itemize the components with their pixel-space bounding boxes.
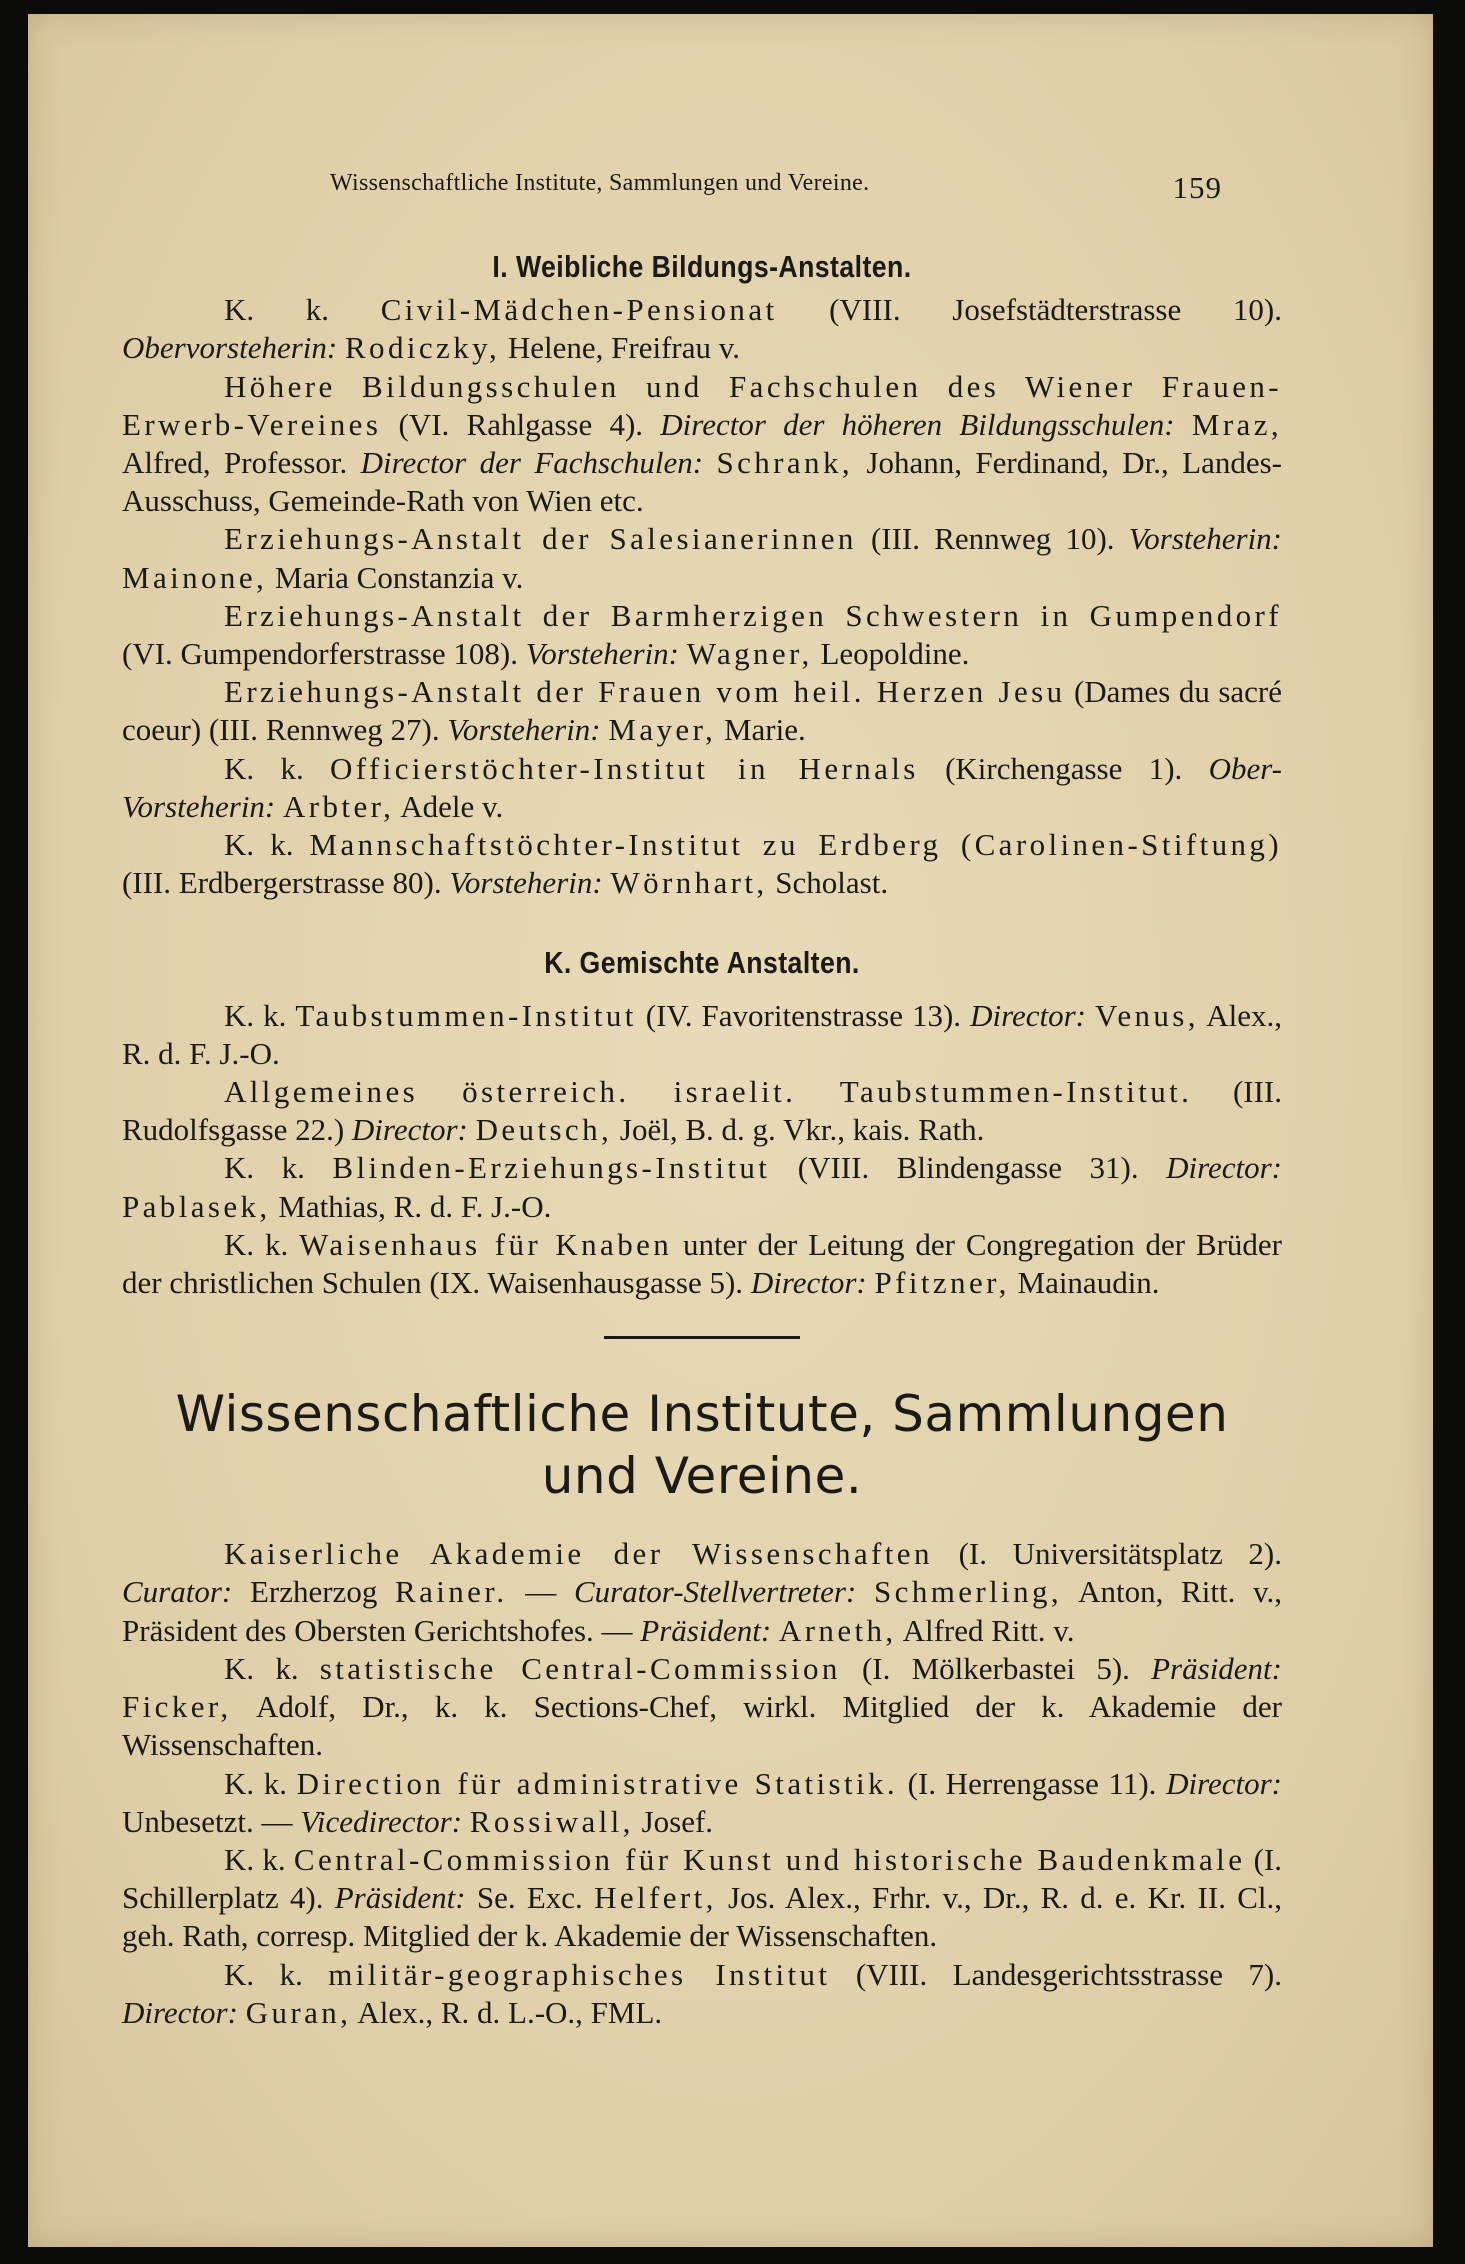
entry-name: Officierstöchter-Institut in Hernals <box>330 750 919 786</box>
entry-text <box>679 636 687 671</box>
entry-text <box>856 1574 874 1609</box>
entry-role-label: Curator: <box>122 1574 233 1610</box>
entry-role-label: Vorsteherin: <box>449 865 603 901</box>
directory-entry <box>122 997 1282 1073</box>
entry-text: (Kirchengasse 1). <box>918 750 1209 786</box>
entry-text: (VIII. Josefstädterstrasse 10). <box>777 292 1282 328</box>
directory-entry <box>122 1650 1282 1765</box>
chapter-title-line-1: Wissenschaftliche Institute, Sammlungen <box>175 1385 1229 1444</box>
entry-role-label: Obervorsteherin: <box>122 330 338 366</box>
entry-role-label: Präsident: <box>640 1612 772 1648</box>
entry-text: Mathias, R. d. F. J.-O. <box>270 1188 552 1224</box>
entry-text: Unbesetzt. — <box>122 1803 301 1839</box>
entry-role-label: Curator-Stellvertreter: <box>573 1574 857 1610</box>
entry-name: Höhere Bildungsschulen und Fachschulen des Wiener Frauen-Erwerb-Vereines <box>122 368 1282 442</box>
entry-name: Erziehungs-Anstalt der Barmherzigen Schwestern in Gumpendorf <box>224 597 1282 633</box>
entry-name: Mainone, <box>122 559 268 595</box>
entry-text: K. k. <box>224 1226 300 1262</box>
page-body <box>122 248 1282 2032</box>
directory-entry <box>122 1073 1282 1149</box>
chapter-title <box>122 1383 1282 1507</box>
entry-text: Anton, Ritt. v., Präsident des Obersten Gerichtshofes. — <box>122 1574 1283 1648</box>
entry-text: (VI. Rahlgasse 4). <box>381 406 661 442</box>
chapter-title-line-2: und Vereine. <box>541 1447 863 1506</box>
running-title: Wissenschaftliche Institute, Sammlungen und Vereine. <box>330 170 870 196</box>
directory-entry <box>122 826 1282 902</box>
chapter-entries <box>122 1535 1282 2032</box>
entry-text: — <box>507 1574 574 1610</box>
entry-text: K. k. <box>224 750 331 786</box>
entry-text: (Dames du sacré coeur) (III. Rennweg 27). <box>122 674 1282 748</box>
entry-role-label: Vicedirector: <box>300 1803 463 1839</box>
entry-role-label: Ober-Vorsteherin: <box>122 750 1282 824</box>
entry-text <box>867 1265 875 1300</box>
entry-text: K. k. <box>224 827 310 863</box>
entry-name: Deutsch, <box>475 1112 613 1148</box>
entry-text: Joël, B. d. g. Vkr., kais. Rath. <box>612 1112 985 1148</box>
entry-text <box>1175 407 1192 442</box>
entry-role-label: Director: <box>970 997 1086 1033</box>
entry-text: K. k. <box>224 292 381 328</box>
directory-entry <box>122 1765 1282 1841</box>
section-heading-i: I. Weibliche Bildungs-Anstalten. <box>492 249 912 284</box>
entry-name: Rodiczky, <box>344 330 501 366</box>
entry-name: Waisenhaus für Knaben <box>299 1226 673 1262</box>
directory-entry <box>122 1841 1282 1956</box>
entry-text: Helene, Freifrau v. <box>500 330 740 366</box>
entry-text: K. k. <box>224 1956 329 1992</box>
entry-name: Taubstummen-Institut <box>295 997 637 1033</box>
entry-name: Pablasek, <box>122 1188 271 1224</box>
page-number: 159 <box>1172 170 1222 205</box>
entry-text: Leopoldine. <box>812 636 970 672</box>
entry-text <box>771 1613 779 1648</box>
entry-name: Wagner, <box>686 636 813 672</box>
entry-text: Josef. <box>633 1803 714 1839</box>
entry-role-label: Director der Fachschulen: <box>360 445 704 481</box>
entry-text: Adele v. <box>394 788 504 824</box>
entry-name: militär-geographisches Institut <box>328 1956 831 1992</box>
entry-role-label: Präsident: <box>334 1880 466 1916</box>
entry-role-label: Director der höheren Bildungsschulen: <box>660 406 1175 442</box>
entry-text: Mainaudin. <box>1009 1265 1160 1301</box>
directory-entry <box>122 520 1282 596</box>
entry-text: Alfred Ritt. v. <box>896 1612 1075 1648</box>
running-header <box>330 170 1290 205</box>
entry-name: Arneth, <box>778 1612 897 1648</box>
entry-role-label: Vorsteherin: <box>525 636 680 672</box>
entry-name: Rainer. <box>395 1574 508 1610</box>
section-i-entries <box>122 291 1282 902</box>
book-page <box>28 14 1433 2247</box>
entry-text: Marie. <box>716 712 806 748</box>
entry-text <box>1086 998 1095 1033</box>
entry-text: (III. Rudolfsgasse 22.) <box>122 1074 1283 1148</box>
entry-name: Mannschaftstöchter-Institut zu Erdberg (Carolinen-Stiftung) <box>309 827 1282 863</box>
entry-text: Johann, Ferdinand, Dr., Landes-Ausschuss, Gemeinde-Rath von Wien etc. <box>122 445 1282 519</box>
entry-name: Pfitzner, <box>874 1265 1010 1301</box>
entry-text: Se. Exc. <box>465 1880 595 1916</box>
entry-text <box>703 445 716 480</box>
entry-text: (VIII. Blindengasse 31). <box>770 1150 1167 1186</box>
entry-text: (III. Erdbergerstrasse 80). <box>122 865 450 901</box>
directory-entry <box>122 673 1282 749</box>
entry-text: K. k. <box>224 997 296 1033</box>
entry-text: unter der Leitung der Congregation der Brüder der christlichen Schulen (IX. Waisenhausgasse 5). <box>122 1226 1283 1301</box>
directory-entry <box>122 1956 1282 2032</box>
section-k-entries <box>122 997 1282 1303</box>
entry-text: K. k. <box>224 1841 294 1877</box>
directory-entry <box>122 1226 1282 1302</box>
entry-name: Helfert, <box>594 1880 717 1916</box>
entry-text: Alex., R. d. F. J.-O. <box>122 997 1282 1071</box>
entry-text: (III. Rennweg 10). <box>856 521 1129 557</box>
entry-name: Erziehungs-Anstalt der Frauen vom heil. Herzen Jesu <box>224 674 1066 710</box>
entry-role-label: Director: <box>122 1994 238 2030</box>
entry-name: Erziehungs-Anstalt der Salesianerinnen <box>224 521 857 557</box>
directory-entry <box>122 597 1282 673</box>
directory-entry <box>122 1535 1282 1650</box>
entry-role-label: Director: <box>351 1112 468 1148</box>
entry-text <box>238 1995 246 2030</box>
entry-name: Wörnhart, <box>610 865 768 901</box>
entry-name: Mraz, <box>1191 406 1283 442</box>
entry-text: (I. Mölkerbastei 5). <box>840 1650 1152 1686</box>
entry-text <box>337 330 345 365</box>
entry-name: Ficker, <box>122 1689 232 1725</box>
entry-text: Scholast. <box>767 865 889 901</box>
entry-text: Alfred, Professor. <box>122 445 361 481</box>
entry-text: Jos. Alex., Frhr. v., Dr., R. d. e. Kr. II. Cl., geh. Rath, corresp. Mitglied der k. Akademie der Wissenschaften. <box>122 1880 1282 1954</box>
entry-name: Mayer, <box>608 712 717 748</box>
entry-text: K. k. <box>224 1150 333 1186</box>
entry-text: K. k. <box>224 1650 320 1686</box>
entry-text: (IV. Favoritenstrasse 13). <box>636 997 971 1033</box>
entry-text: (I. Universitätsplatz 2). <box>932 1536 1282 1572</box>
directory-entry <box>122 291 1282 367</box>
entry-name: Venus, <box>1095 997 1199 1033</box>
entry-role-label: Präsident: <box>1151 1650 1282 1686</box>
entry-name: Kaiserliche Akademie der Wissenschaften <box>224 1536 933 1572</box>
entry-text: (VIII. Landesgerichtsstrasse 7). <box>830 1956 1282 1992</box>
entry-text: Maria Constanzia v. <box>267 559 524 595</box>
entry-role-label: Vorsteherin: <box>447 712 601 748</box>
section-heading-k: K. Gemischte Anstalten. <box>544 945 860 981</box>
entry-name: Guran, <box>245 1994 352 2030</box>
entry-role-label: Vorsteherin: <box>1128 521 1283 557</box>
entry-name: Direction für administrative Statistik. <box>296 1765 899 1801</box>
entry-name: Schmerling, <box>874 1574 1063 1610</box>
directory-entry <box>122 1149 1282 1225</box>
entry-name: Schrank, <box>716 445 854 481</box>
entry-text <box>468 1112 476 1147</box>
entry-text: Alex., R. d. L.-O., FML. <box>351 1994 663 2030</box>
entry-role-label: Director: <box>750 1265 867 1301</box>
entry-text <box>462 1804 470 1839</box>
entry-role-label: Director: <box>1166 1765 1282 1801</box>
entry-name: Arbter, <box>283 788 395 824</box>
entry-text: (VI. Gumpendorferstrasse 108). <box>122 636 526 672</box>
entry-text: Adolf, Dr., k. k. Sections-Chef, wirkl. Mitglied der k. Akademie der Wissenschaften. <box>122 1689 1282 1763</box>
entry-name: Rossiwall, <box>469 1803 634 1839</box>
section-divider <box>604 1336 800 1339</box>
entry-text: K. k. <box>224 1765 297 1801</box>
entry-name: statistische Central-Commission <box>319 1650 841 1686</box>
directory-entry <box>122 368 1282 521</box>
entry-text: (I. Herrengasse 11). <box>898 1765 1167 1801</box>
entry-text <box>275 789 283 824</box>
entry-name: Civil-Mädchen-Pensionat <box>380 292 778 328</box>
directory-entry <box>122 750 1282 826</box>
entry-name: Allgemeines österreich. israelit. Taubstummen-Institut. <box>224 1074 1193 1110</box>
entry-role-label: Director: <box>1166 1150 1282 1186</box>
entry-name: Blinden-Erziehungs-Institut <box>332 1150 771 1186</box>
entry-text: Erzherzog <box>232 1574 396 1610</box>
entry-name: Central-Commission für Kunst und historische Baudenkmale <box>293 1841 1246 1877</box>
entry-text: (I. Schillerplatz 4). <box>122 1841 1283 1916</box>
